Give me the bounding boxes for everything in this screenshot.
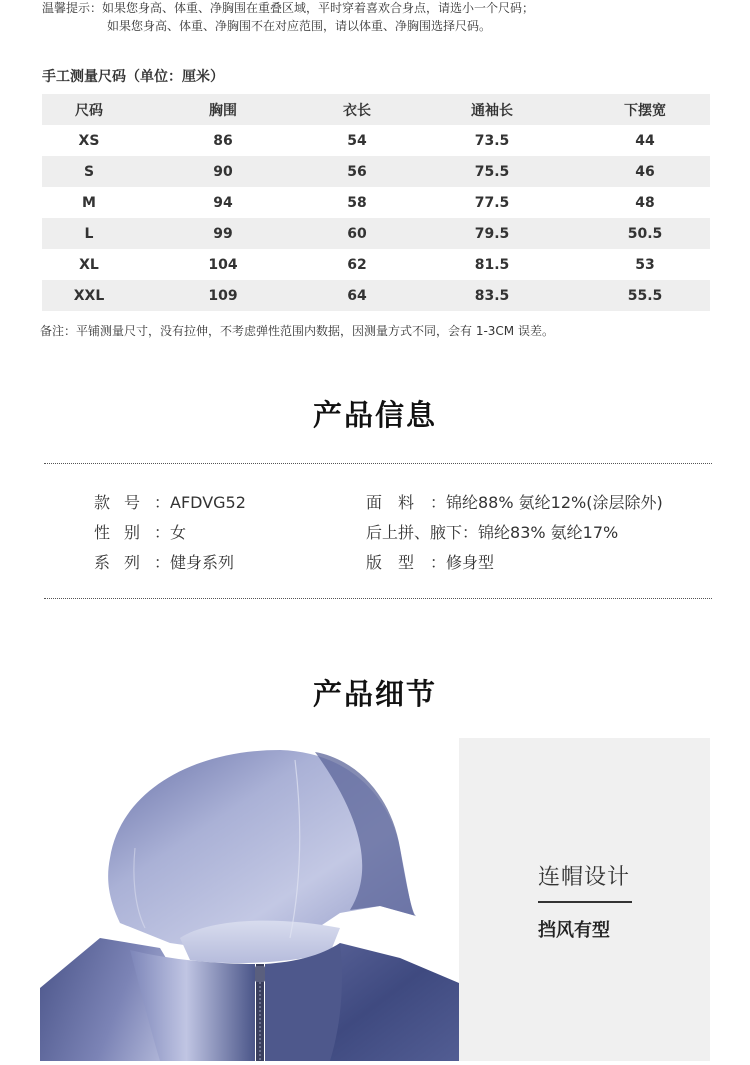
- table-cell: 109: [208, 287, 238, 304]
- table-cell: XS: [78, 132, 100, 149]
- table-cell: 60: [347, 225, 367, 242]
- info-item-series: [94, 550, 234, 573]
- table-cell: 99: [213, 225, 233, 242]
- jacket-hood-illustration: [40, 738, 459, 1061]
- info-label: 面 料 ：: [366, 493, 446, 512]
- table-cell: 83.5: [474, 287, 510, 304]
- info-item-style-no: [94, 490, 246, 513]
- table-row: [42, 218, 710, 249]
- info-item-fabric: [366, 490, 663, 513]
- table-cell: 54: [347, 132, 367, 149]
- feature-subtitle: 挡风有型: [538, 920, 610, 941]
- info-label: 后上拼、腋下：: [366, 523, 479, 542]
- table-cell: 75.5: [474, 163, 510, 180]
- info-value: 女: [170, 523, 187, 542]
- tip-line-1: 温馨提示：如果您身高、体重、净胸围在重叠区域，平时穿着喜欢合身点，请选小一个尺码；: [42, 1, 535, 15]
- feature-underline: [538, 901, 632, 903]
- header-length: 衣长: [343, 102, 371, 119]
- header-size: 尺码: [75, 102, 103, 119]
- divider-top: [44, 463, 712, 464]
- table-cell: XXL: [73, 287, 105, 304]
- table-cell: 73.5: [474, 132, 510, 149]
- table-cell: 86: [213, 132, 233, 149]
- table-cell: 79.5: [474, 225, 510, 242]
- info-item-fit: [366, 550, 494, 573]
- product-detail-title: 产品细节: [312, 677, 437, 711]
- info-item-panel-fabric: [366, 520, 618, 543]
- table-cell: 46: [635, 163, 655, 180]
- table-cell: 58: [347, 194, 367, 211]
- table-cell: 44: [635, 132, 655, 149]
- table-cell: XL: [79, 256, 99, 273]
- table-row: [42, 280, 710, 311]
- size-table: [42, 94, 710, 311]
- table-row: [42, 187, 710, 218]
- info-value: 锦纶83% 氨纶17%: [478, 523, 619, 542]
- table-cell: 62: [347, 256, 367, 273]
- header-chest: 胸围: [209, 102, 237, 119]
- header-sleeve: 通袖长: [471, 102, 513, 119]
- table-cell: L: [84, 225, 94, 242]
- table-cell: 81.5: [474, 256, 510, 273]
- table-row: [42, 156, 710, 187]
- table-cell: 55.5: [627, 287, 663, 304]
- feature-title: 连帽设计: [538, 865, 631, 890]
- info-label: 系 列 ：: [94, 553, 170, 572]
- table-cell: 90: [213, 163, 233, 180]
- table-cell: 64: [347, 287, 367, 304]
- table-cell: 56: [347, 163, 367, 180]
- info-label: 款 号 ：: [94, 493, 170, 512]
- table-cell: 77.5: [474, 194, 510, 211]
- info-value: 修身型: [446, 553, 495, 572]
- table-cell: 104: [208, 256, 238, 273]
- table-row: [42, 125, 710, 156]
- size-table-title: 手工测量尺码（单位：厘米）: [42, 69, 224, 85]
- size-table-note: 备注：平铺测量尺寸，没有拉伸，不考虑弹性范围内数据，因测量方式不同，会有 1-3CM 误差。: [40, 324, 554, 338]
- header-hem: 下摆宽: [624, 102, 666, 119]
- info-item-gender: [94, 520, 186, 543]
- table-cell: S: [83, 163, 95, 180]
- feature-panel: [459, 738, 710, 1061]
- info-value: 锦纶88% 氨纶12%(涂层除外): [446, 493, 663, 512]
- table-cell: 94: [213, 194, 233, 211]
- table-cell: M: [82, 194, 96, 211]
- tip-line-2: 如果您身高、体重、净胸围不在对应范围，请以体重、净胸围选择尺码。: [107, 19, 492, 33]
- info-label: 性 别 ：: [94, 523, 170, 542]
- info-value: AFDVG52: [170, 493, 246, 512]
- info-value: 健身系列: [170, 553, 235, 572]
- table-cell: 48: [635, 194, 655, 211]
- divider-bottom: [44, 598, 712, 599]
- table-cell: 53: [635, 256, 655, 273]
- info-label: 版 型 ：: [366, 553, 446, 572]
- table-header-row: [42, 94, 710, 125]
- table-row: [42, 249, 710, 280]
- product-info-title: 产品信息: [312, 398, 437, 432]
- table-cell: 50.5: [627, 225, 663, 242]
- hood-photo: [40, 738, 459, 1061]
